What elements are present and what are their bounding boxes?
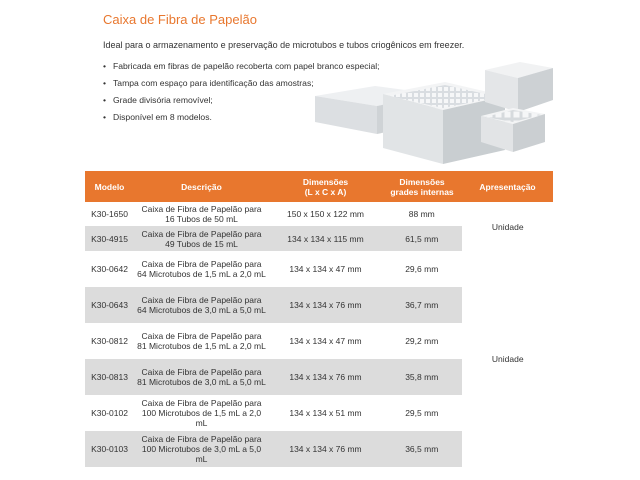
header-dimensions: Dimensões (L x C x A) [269,171,382,202]
cell-description: Caixa de Fibra de Papelão para 64 Microtubos de 3,0 mL a 5,0 mL [134,287,269,323]
table-header-row [85,171,553,202]
header-description: Descrição [134,171,269,202]
box-lid [485,62,553,112]
cell-model: K30-1650 [85,202,134,226]
feature-item: • Disponível em 8 modelos. [103,109,380,126]
cell-grid: 36,5 mm [382,431,462,467]
bullet-icon: • [103,112,107,122]
cell-description: Caixa de Fibra de Papelão para 64 Microtubos de 1,5 mL a 2,0 mL [134,251,269,287]
cell-presentation: Unidade [462,251,553,467]
cell-dimensions: 134 x 134 x 76 mm [269,287,382,323]
bullet-icon: • [103,78,107,88]
cell-grid: 29,5 mm [382,395,462,431]
cell-grid: 29,6 mm [382,251,462,287]
cell-description: Caixa de Fibra de Papelão para 81 Microtubos de 3,0 mL a 5,0 mL [134,359,269,395]
cell-dimensions: 134 x 134 x 76 mm [269,359,382,395]
cell-dimensions: 134 x 134 x 51 mm [269,395,382,431]
cell-dimensions: 134 x 134 x 47 mm [269,251,382,287]
cell-model: K30-0642 [85,251,134,287]
cell-dimensions: 134 x 134 x 47 mm [269,323,382,359]
cell-model: K30-0812 [85,323,134,359]
cell-description: Caixa de Fibra de Papelão para 100 Microtubos de 3,0 mL a 5,0 mL [134,431,269,467]
cell-grid: 61,5 mm [382,226,462,251]
header-model: Modelo [85,171,134,202]
intro-text: Ideal para o armazenamento e preservação de microtubos e tubos criogênicos em freezer. [103,40,465,50]
header-grid-dimensions: Dimensões grades internas [382,171,462,202]
bullet-icon: • [103,61,107,71]
cell-model: K30-4915 [85,226,134,251]
spec-table [85,171,553,467]
page-title: Caixa de Fibra de Papelão [103,12,257,27]
cell-grid: 35,8 mm [382,359,462,395]
header-presentation: Apresentação [462,171,553,202]
cell-dimensions: 134 x 134 x 76 mm [269,431,382,467]
cell-model: K30-0102 [85,395,134,431]
cell-description: Caixa de Fibra de Papelão para 100 Microtubos de 1,5 mL a 2,0 mL [134,395,269,431]
cell-presentation: Unidade [462,202,553,251]
bullet-icon: • [103,95,107,105]
cell-model: K30-0813 [85,359,134,395]
cell-description: Caixa de Fibra de Papelão para 16 Tubos de 50 mL [134,202,269,226]
cell-grid: 36,7 mm [382,287,462,323]
table-row [85,251,553,287]
cell-description: Caixa de Fibra de Papelão para 81 Microtubos de 1,5 mL a 2,0 mL [134,323,269,359]
cell-model: K30-0643 [85,287,134,323]
cell-description: Caixa de Fibra de Papelão para 49 Tubos de 15 mL [134,226,269,251]
cell-grid: 29,2 mm [382,323,462,359]
cell-dimensions: 134 x 134 x 115 mm [269,226,382,251]
cell-dimensions: 150 x 150 x 122 mm [269,202,382,226]
table-row [85,202,553,226]
feature-item: • Tampa com espaço para identificação das amostras; [103,75,380,92]
cell-grid: 88 mm [382,202,462,226]
feature-item: • Grade divisória removível; [103,92,380,109]
cell-model: K30-0103 [85,431,134,467]
product-photo [305,56,555,168]
feature-item: • Fabricada em fibras de papelão recoberta com papel branco especial; [103,58,380,75]
